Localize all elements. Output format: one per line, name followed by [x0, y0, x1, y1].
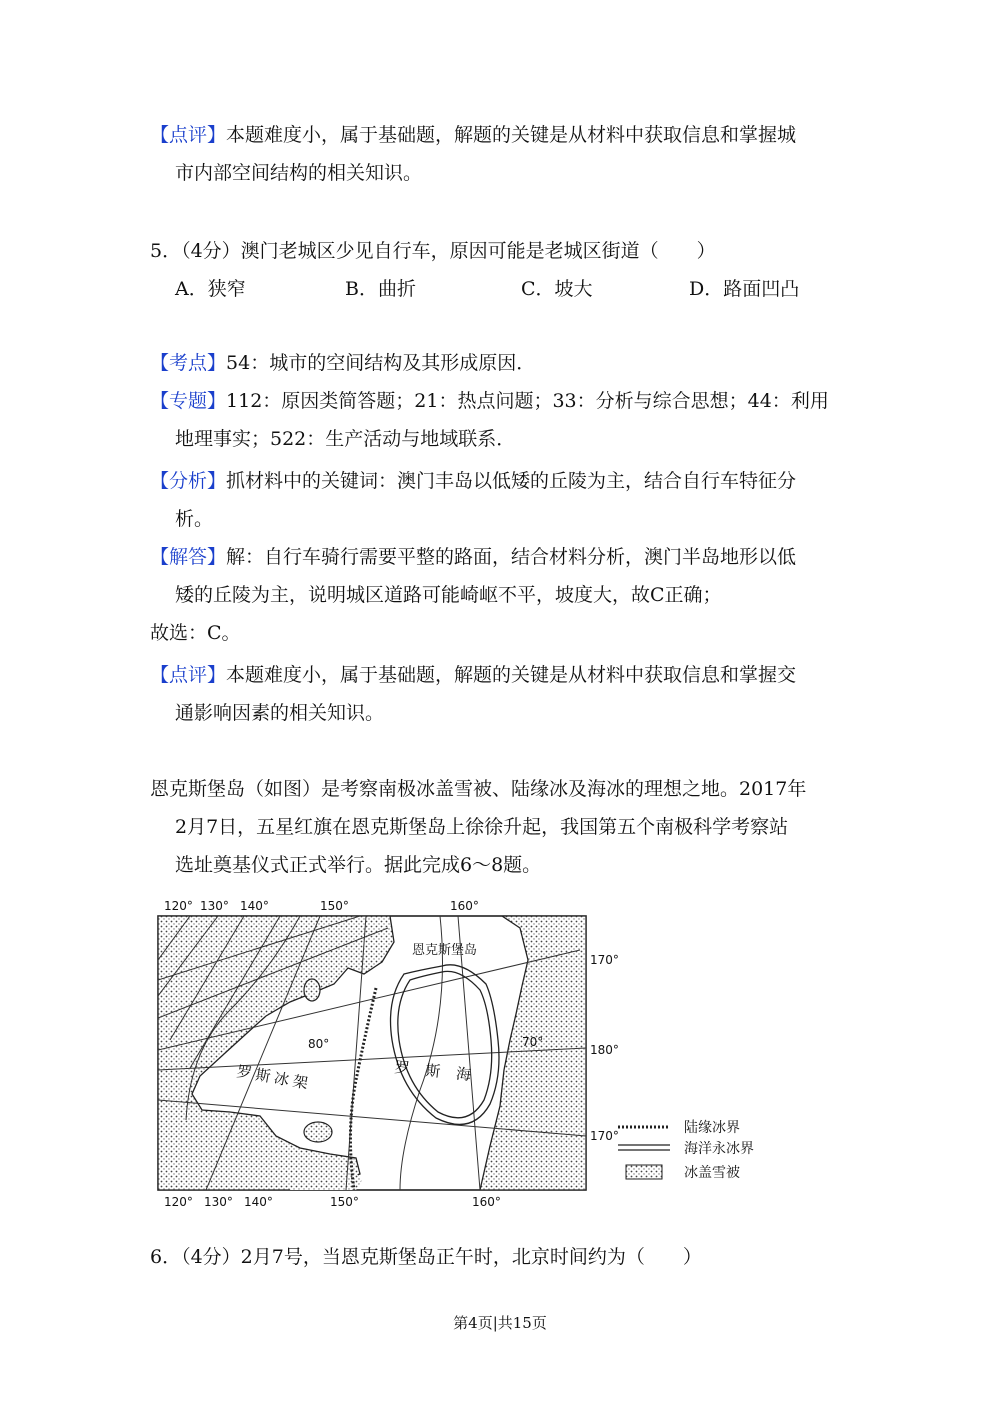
- review-note-1: [150, 116, 850, 192]
- zhuanti-text-line1: 112：原因类简答题；21：热点问题；33：分析与综合思想；44：利用: [226, 390, 829, 412]
- dianping-text-line1: 本题难度小，属于基础题，解题的关键是从材料中获取信息和掌握交: [226, 664, 797, 686]
- legend-label-sea-ice: 海洋永冰界: [684, 1141, 754, 1157]
- fenxi-text-line1: 抓材料中的关键词：澳门丰岛以低矮的丘陵为主，结合自行车特征分: [226, 470, 797, 492]
- map-legend: [618, 1119, 754, 1181]
- dianping-text-line2: 通影响因素的相关知识。: [175, 702, 385, 724]
- option-a[interactable]: A．狭窄: [175, 278, 246, 300]
- lon-label-top-140: 140°: [240, 899, 269, 913]
- question-5-stem: [150, 232, 850, 270]
- lon-label-top-160: 160°: [450, 899, 479, 913]
- intro-line1: 恩克斯堡岛（如图）是考察南极冰盖雪被、陆缘冰及海冰的理想之地。2017年: [150, 778, 807, 800]
- jieda-block: [150, 538, 850, 652]
- small-island-1: [304, 979, 320, 1001]
- ross-sea-map: [150, 890, 850, 1220]
- lat-label-80: 80°: [308, 1037, 330, 1051]
- lat-label-70: 70°: [522, 1035, 544, 1049]
- jieda-answer: 故选：C。: [150, 622, 241, 644]
- lon-label-right-170-top: 170°: [590, 953, 619, 967]
- intro-line2: 2月7日，五星红旗在恩克斯堡岛上徐徐升起，我国第五个南极科学考察站: [175, 816, 789, 838]
- zhuanti-tag: 【专题】: [150, 390, 227, 412]
- zhuanti-text-line2: 地理事实；522：生产活动与地域联系．: [175, 428, 516, 450]
- review-tag: 【点评】: [150, 124, 227, 146]
- jieda-text-line1: 解：自行车骑行需要平整的路面，结合材料分析，澳门半岛地形以低: [226, 546, 797, 568]
- jieda-text-line2: 矮的丘陵为主，说明城区道路可能崎岖不平，坡度大，故C正确；: [175, 584, 722, 606]
- fenxi-text-line2: 析。: [175, 508, 214, 530]
- legend-label-ice-cover: 冰盖雪被: [684, 1165, 740, 1181]
- place-ross-ice-shelf: 罗斯冰架: [235, 1062, 314, 1094]
- lon-label-bottom-120: 120°: [164, 1195, 193, 1209]
- option-b[interactable]: B．曲折: [345, 278, 416, 300]
- legend-label-land-ice: 陆缘冰界: [684, 1120, 740, 1136]
- question-6-text: 6．（4分）2月7号，当恩克斯堡岛正午时，北京时间约为（ ）: [150, 1246, 702, 1268]
- kaodian-tag: 【考点】: [150, 352, 227, 374]
- lon-label-bottom-130: 130°: [204, 1195, 233, 1209]
- kaodian-block: [150, 344, 850, 382]
- question-5-text: 5．（4分）澳门老城区少见自行车，原因可能是老城区街道（ ）: [150, 240, 716, 262]
- lon-label-right-180: 180°: [590, 1043, 619, 1057]
- lon-label-top-120: 120°: [164, 899, 193, 913]
- option-d[interactable]: D．路面凹凸: [689, 278, 800, 300]
- review-text-line2: 市内部空间结构的相关知识。: [175, 162, 423, 184]
- page-footer: 第4页|共15页: [453, 1314, 547, 1332]
- lon-label-top-150: 150°: [320, 899, 349, 913]
- zhuanti-block: [150, 382, 850, 458]
- option-c[interactable]: C．坡大: [521, 278, 593, 300]
- question-5-options: [175, 270, 835, 308]
- lon-label-bottom-160: 160°: [472, 1195, 501, 1209]
- small-island-2: [304, 1122, 332, 1142]
- place-ross-sea: 罗斯海: [393, 1058, 488, 1086]
- fenxi-block: [150, 462, 850, 538]
- legend-symbol-ice-cover: [626, 1165, 662, 1179]
- place-enkesibao-island: 恩克斯堡岛: [412, 943, 478, 958]
- question-6-stem: [150, 1238, 850, 1276]
- fenxi-tag: 【分析】: [150, 470, 227, 492]
- jieda-tag: 【解答】: [150, 546, 227, 568]
- review-text-line1: 本题难度小，属于基础题，解题的关键是从材料中获取信息和掌握城: [226, 124, 797, 146]
- dianping-block: [150, 656, 850, 732]
- lon-label-right-170-bottom: 170°: [590, 1129, 619, 1143]
- intro-line3: 选址奠基仪式正式举行。据此完成6～8题。: [175, 854, 542, 876]
- dianping-tag: 【点评】: [150, 664, 227, 686]
- material-intro: [150, 770, 850, 884]
- kaodian-text: 54：城市的空间结构及其形成原因．: [226, 352, 536, 374]
- lon-label-bottom-150: 150°: [330, 1195, 359, 1209]
- lon-label-bottom-140: 140°: [244, 1195, 273, 1209]
- lon-label-top-130: 130°: [200, 899, 229, 913]
